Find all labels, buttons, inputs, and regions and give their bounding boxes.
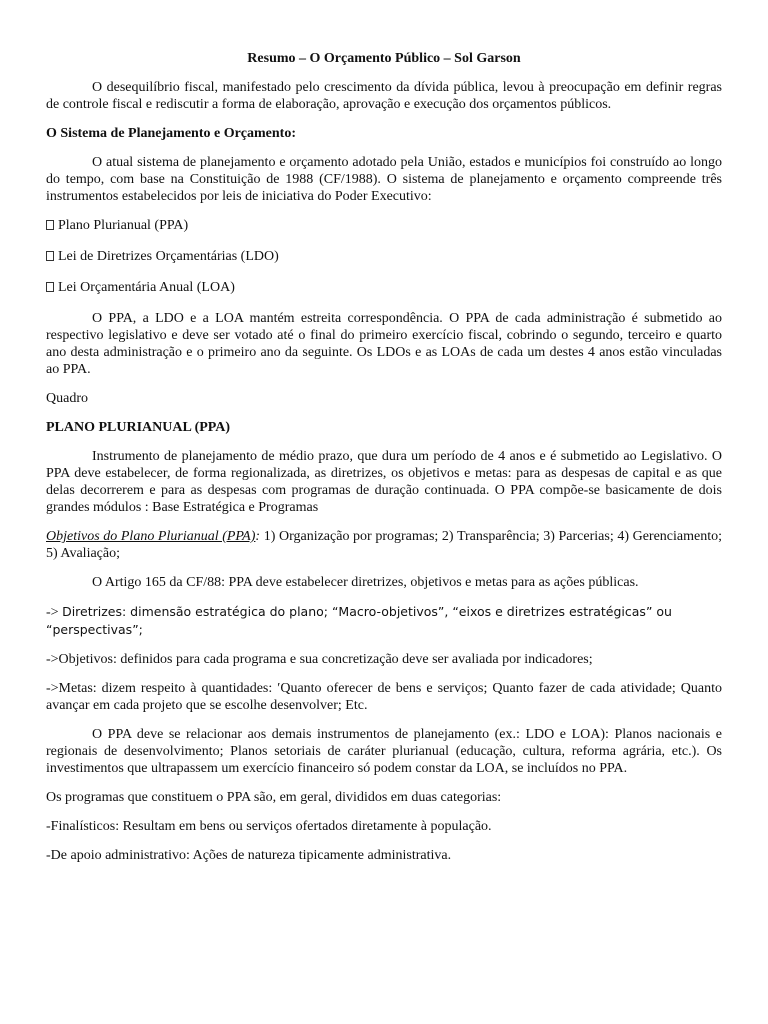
section-heading-ppa: PLANO PLURIANUAL (PPA) (46, 420, 231, 435)
objetivos-text: 1) Organização por programas; 2) Transparência; 3) Parcerias; 4) Gerenciamento; 5) Avaliação; (46, 529, 722, 561)
line-diretrizes (46, 603, 722, 639)
diretrizes-prefix: -> (46, 605, 63, 620)
checkbox-glyph-icon (46, 282, 54, 292)
document-title: Resumo – O Orçamento Público – Sol Garson (247, 51, 521, 66)
diretrizes-text: Diretrizes: dimensão estratégica do plano; “Macro-objetivos”, “eixos e diretrizes estratégicas” ou “perspectivas”; (46, 604, 672, 637)
list-item-label: Lei de Diretrizes Orçamentárias (LDO) (58, 249, 279, 264)
line-objetivos: ->Objetivos: definidos para cada programa e sua concretização deve ser avaliada por indicadores; (46, 652, 593, 667)
objetivos-colon: : (255, 529, 261, 544)
quadro-label: Quadro (46, 391, 88, 406)
section-heading-sistema: O Sistema de Planejamento e Orçamento: (46, 126, 296, 141)
document-page (46, 50, 722, 876)
list-item-loa (46, 279, 722, 296)
line-finalisticos: -Finalísticos: Resultam em bens ou serviços ofertados diretamente à população. (46, 819, 492, 834)
paragraph-intro: O desequilíbrio fiscal, manifestado pelo crescimento da dívida pública, levou à preocupação em definir regras de controle fiscal e rediscutir a forma de elaboração, aprovação e execução dos orçamentos públicos. (46, 80, 722, 112)
list-item-ppa (46, 217, 722, 234)
checkbox-glyph-icon (46, 251, 54, 261)
list-item-label: Lei Orçamentária Anual (LOA) (58, 280, 235, 295)
objetivos-label: Objetivos do Plano Plurianual (PPA) (46, 529, 256, 544)
list-item-ldo (46, 248, 722, 265)
checkbox-glyph-icon (46, 220, 54, 230)
list-item-label: Plano Plurianual (PPA) (58, 218, 189, 233)
line-metas: ->Metas: dizem respeito à quantidades: ′Quanto oferecer de bens e serviços; Quanto fazer de cada atividade; Quanto avançar em cada projeto que se escolhe desenvolver; Etc. (46, 681, 722, 713)
paragraph-objetivos (46, 528, 722, 562)
paragraph-sistema: O atual sistema de planejamento e orçamento adotado pela União, estados e municípios foi construído ao longo do tempo, com base na Constituição de 1988 (CF/1988). O sistema de planejamento e orçamento compreende três instrumentos estabelecidos por leis de iniciativa do Poder Executivo: (46, 155, 722, 204)
paragraph-ppa: Instrumento de planejamento de médio prazo, que dura um período de 4 anos e é submetido ao Legislativo. O PPA deve estabelecer, de forma regionalizada, as diretrizes, os objetivos e metas: para as despesas de capital e as que delas decorrerem e para as despesas com programas de duração continuada. O PPA compõe-se basicamente de dois grandes módulos : Base Estratégica e Programas (46, 449, 722, 515)
paragraph-programas: Os programas que constituem o PPA são, em geral, divididos em duas categorias: (46, 790, 502, 805)
paragraph-correspondencia: O PPA, a LDO e a LOA mantém estreita correspondência. O PPA de cada administração é submetido ao respectivo legislativo e deve ser votado até o final do primeiro exercício fiscal, cobrindo o segundo, terceiro e quarto ano desta administração e o primeiro ano da seguinte. Os LDOs e as LOAs de cada um destes 4 anos estão vinculadas ao PPA. (46, 311, 722, 377)
paragraph-relacionamento: O PPA deve se relacionar aos demais instrumentos de planejamento (ex.: LDO e LOA): Planos nacionais e regionais de desenvolvimento; Planos setoriais de caráter plurianual (educação, cultura, reforma agrária, etc.). Os investimentos que ultrapassem um exercício financeiro só podem constar da LOA, se incluídos no PPA. (46, 727, 722, 776)
paragraph-artigo-165: O Artigo 165 da CF/88: PPA deve estabelecer diretrizes, objetivos e metas para as ações públicas. (92, 575, 639, 590)
line-apoio: -De apoio administrativo: Ações de natureza tipicamente administrativa. (46, 848, 452, 863)
